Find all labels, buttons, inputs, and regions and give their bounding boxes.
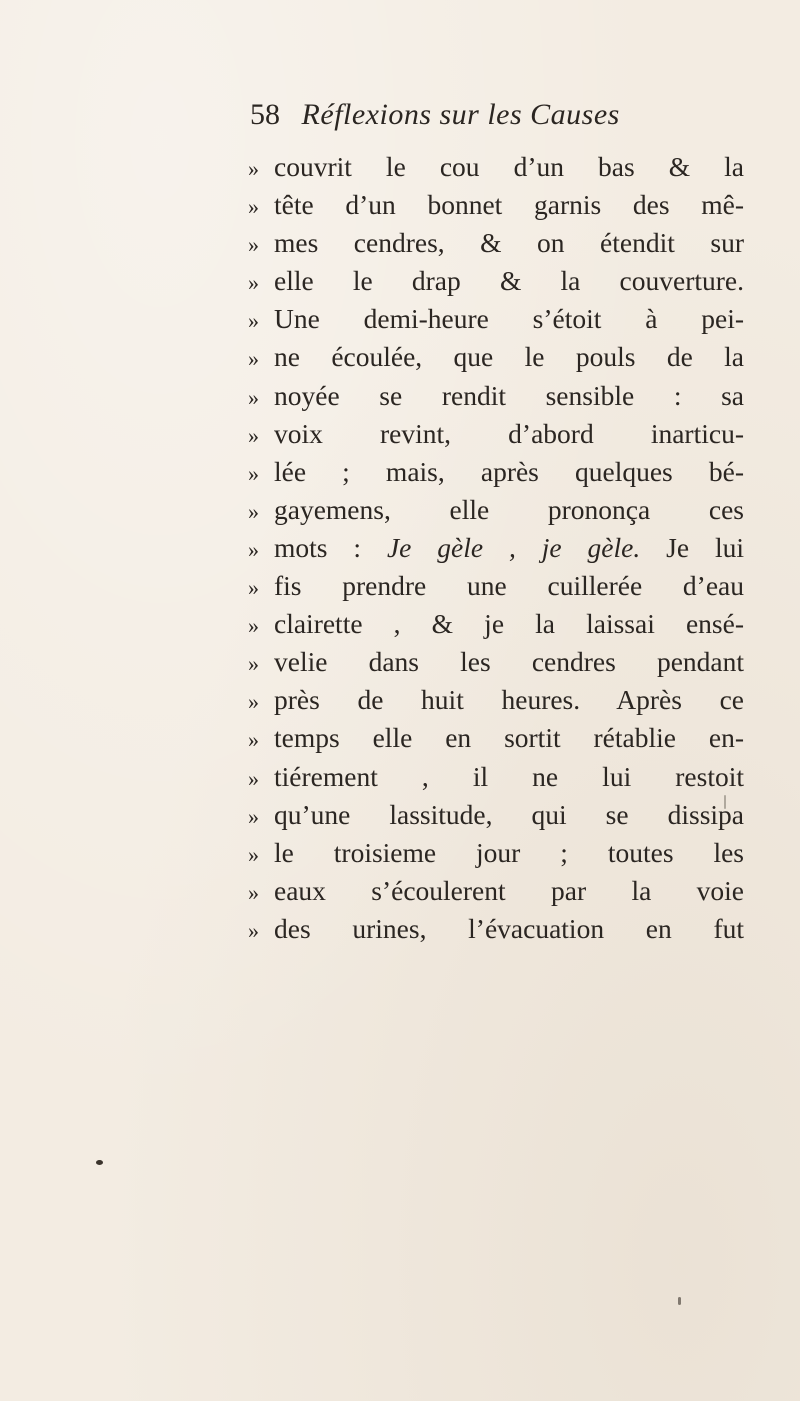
- line-text: temps elle en sortit rétablie en-: [274, 722, 744, 754]
- line-text: Une demi-heure s’étoit à pei-: [274, 303, 744, 335]
- quote-mark: »: [248, 727, 257, 753]
- quote-mark: »: [248, 156, 257, 181]
- text-line: [248, 377, 744, 415]
- text-line: [248, 186, 744, 224]
- text-line: [248, 262, 744, 300]
- text-line: [248, 834, 744, 872]
- quote-mark: »: [248, 460, 257, 486]
- quote-mark: »: [248, 765, 257, 791]
- quote-mark: »: [248, 308, 257, 334]
- text-line: [248, 910, 744, 948]
- line-text: eaux s’écoulerent par la voie: [274, 874, 744, 906]
- line-text: gayemens, elle prononça ces: [274, 493, 744, 525]
- text-line: [248, 796, 744, 834]
- quote-mark: »: [248, 232, 257, 258]
- page-header: [250, 95, 620, 135]
- quote-mark: »: [248, 384, 257, 410]
- quote-mark: »: [248, 346, 257, 372]
- text-line: [248, 224, 744, 262]
- line-text: des urines, l’évacuation en fut: [274, 912, 744, 944]
- text-line: [248, 681, 744, 719]
- line-text: couvrit le cou d’un bas & la: [274, 151, 744, 182]
- line-text: velie dans les cendres pendant: [274, 646, 744, 678]
- ink-speck: [96, 1160, 103, 1165]
- text-line: [248, 567, 744, 605]
- line-text: clairette , & je la laissai ensé-: [274, 608, 744, 640]
- text-line: [248, 605, 744, 643]
- quote-mark: »: [248, 422, 257, 448]
- text-line: [248, 491, 744, 529]
- quote-mark: »: [248, 613, 257, 639]
- text-line: [248, 643, 744, 681]
- page-number: 58: [250, 98, 280, 131]
- line-text-roman: Je lui: [640, 531, 744, 563]
- text-line: [248, 529, 744, 567]
- line-text: fis prendre une cuillerée d’eau: [274, 570, 744, 602]
- quote-mark: »: [248, 651, 257, 677]
- quote-mark: »: [248, 803, 257, 829]
- text-line: [248, 338, 744, 376]
- quote-mark: »: [248, 575, 257, 601]
- line-text: [274, 529, 744, 567]
- text-line: [248, 719, 744, 757]
- text-line: [248, 415, 744, 453]
- running-title: Réflexions sur les Causes: [301, 98, 620, 131]
- line-text-roman: mots :: [274, 531, 387, 563]
- line-text: mes cendres, & on étendit sur: [274, 227, 744, 259]
- line-text: noyée se rendit sensible : sa: [274, 379, 744, 411]
- line-text: ne écoulée, que le pouls de la: [274, 341, 744, 373]
- line-text: tiérement , il ne lui restoit: [274, 760, 744, 792]
- quote-mark: »: [248, 841, 257, 867]
- body-text: [248, 148, 744, 948]
- quote-mark: »: [248, 498, 257, 524]
- line-text: tête d’un bonnet garnis des mê-: [274, 189, 744, 221]
- quote-mark: »: [248, 689, 257, 715]
- line-text: le troisieme jour ; toutes les: [274, 836, 744, 868]
- text-line: [248, 453, 744, 491]
- quote-mark: »: [248, 270, 257, 296]
- text-line: [248, 300, 744, 338]
- quote-mark: »: [248, 536, 257, 562]
- text-line: [248, 758, 744, 796]
- quoted-speech-italic: Je gèle , je gèle.: [386, 531, 641, 563]
- line-text: près de huit heures. Après ce: [274, 684, 744, 716]
- quote-mark: »: [248, 917, 257, 943]
- line-text: elle le drap & la couverture.: [274, 265, 744, 297]
- ink-speck: [678, 1297, 681, 1305]
- line-text: voix revint, d’abord inarticu-: [274, 417, 744, 449]
- text-line: [248, 148, 744, 186]
- quote-mark: »: [248, 879, 257, 905]
- ink-speck: [724, 795, 726, 809]
- quote-mark: »: [248, 194, 257, 220]
- line-text: lée ; mais, après quelques bé-: [274, 455, 744, 487]
- text-line: [248, 872, 744, 910]
- line-text: qu’une lassitude, qui se dissipa: [274, 798, 744, 830]
